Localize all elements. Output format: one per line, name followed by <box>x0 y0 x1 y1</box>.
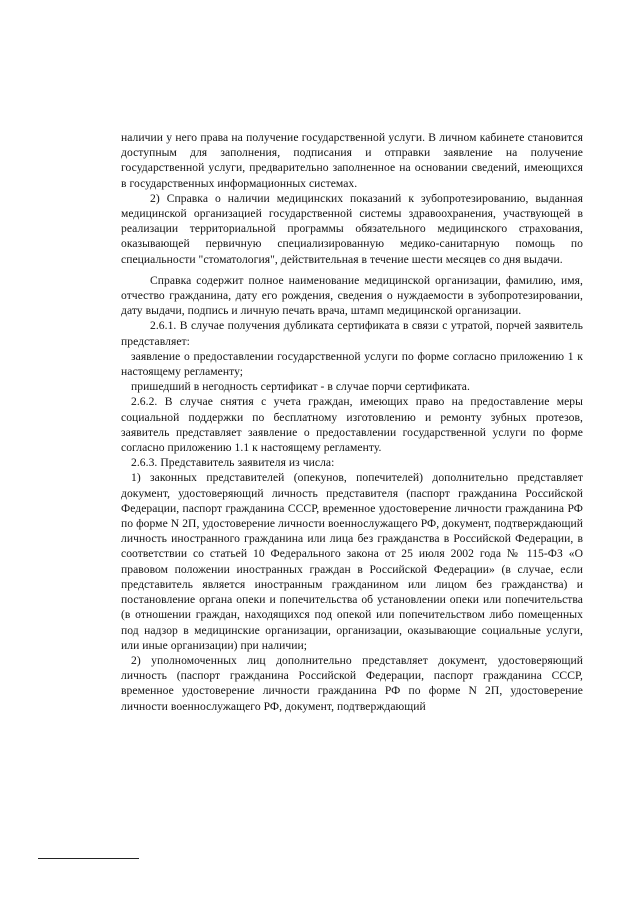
paragraph-2-6-1: 2.6.1. В случае получения дубликата сертификата в связи с утратой, порчей заявитель представляет: <box>121 319 583 348</box>
paragraph-2-6-3: 2.6.3. Представитель заявителя из числа: <box>131 456 335 470</box>
paragraph-legal-representatives: 1) законных представителей (опекунов, попечителей) дополнительно представляет документ, удостоверяющий личность представителя (паспорт гражданина Российской Федерации, паспорт гражданина СССР, временное удостоверение личности гражданина РФ по форме N 2П, удостоверение личности военнослужащего РФ, документ, подтверждающий личность иностранного гражданина или лица без гражданства в Российской Федерации, в соответствии со статьей 10 Федерального закона от 25 июля 2002 года № 115-ФЗ «О правовом положении иностранных граждан в Российской Федерации» (в случае, если представитель является иностранным гражданином или лицом без гражданства) и постановление органа опеки и попечительства об установлении опеки или попечительства (в отношении граждан, находящихся под опекой или попечительством либо помещенных под надзор в медицинские организации, организации, оказывающие социальные услуги, или иные организации) при наличии; <box>121 471 583 652</box>
paragraph-application-form: заявление о предоставлении государственной услуги по форме согласно приложению 1 к настоящему регламенту; <box>121 349 583 379</box>
paragraph-continuation: наличии у него права на получение государственной услуги. В личном кабинете становится доступным для заполнения, подписания и отправки заявление на получение государственной услуги, предварительно заполненное на основании сведений, имеющихся в государственных информационных системах. <box>121 131 583 190</box>
footnote-divider <box>38 858 139 859</box>
paragraph-certificate-contents: Справка содержит полное наименование медицинской организации, фамилию, имя, отчество гражданина, дату его рождения, сведения о нуждаемости в зубопротезировании, дату выдачи, подпись и личную печать врача, штамп медицинской организации. <box>121 273 583 318</box>
paragraph-authorized-persons: 2) уполномоченных лиц дополнительно представляет документ, удостоверяющий личность (паспорт гражданина Российской Федерации, паспорт гражданина СССР, временное удостоверение личности гражданина РФ по форме N 2П, удостоверение личности военнослужащего РФ, документ, подтверждающий <box>121 653 583 713</box>
paragraph-2-6-2: 2.6.2. В случае снятия с учета граждан, имеющих право на предоставление меры социальной поддержки по бесплатному изготовлению и ремонту зубных протезов, заявитель представляет заявление о предоставлении государственной услуги по форме согласно приложению 1.1 к настоящему регламенту. <box>121 395 583 455</box>
document-body <box>121 130 583 714</box>
paragraph-medical-certificate: 2) Справка о наличии медицинских показаний к зубопротезированию, выданная медицинской организацией государственной системы здравоохранения, участвующей в реализации территориальной программы обязательного медицинского страхования, оказывающей первичную специализированную медико-санитарную помощь по специальности "стоматология", действительная в течение шести месяцев со дня выдачи. <box>121 191 583 266</box>
paragraph-damaged-certificate: пришедший в негодность сертификат - в случае порчи сертификата. <box>131 380 470 394</box>
